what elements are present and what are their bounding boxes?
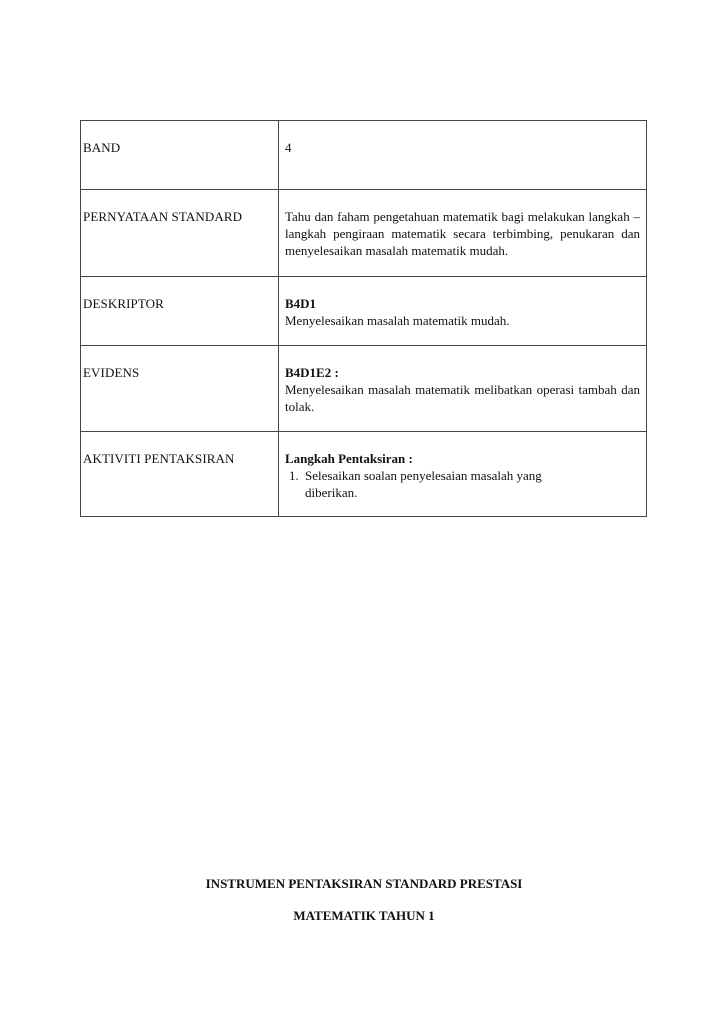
table-row-band: [81, 121, 647, 190]
table-row-evidens: [81, 346, 647, 432]
band-value: 4: [285, 140, 292, 155]
deskriptor-label: DESKRIPTOR: [81, 277, 279, 346]
evidens-value-cell: [279, 346, 647, 432]
aktiviti-pentaksiran-value-cell: [279, 432, 647, 517]
step-text: Selesaikan soalan penyelesaian masalah yang diberikan.: [305, 468, 542, 500]
deskriptor-value-cell: [279, 277, 647, 346]
deskriptor-code: B4D1: [285, 296, 317, 311]
list-item: [289, 467, 640, 501]
assessment-table: [80, 120, 647, 517]
instrument-title: INSTRUMEN PENTAKSIRAN STANDARD PRESTASI: [205, 876, 523, 891]
band-label: BAND: [81, 121, 279, 190]
subject-title: MATEMATIK TAHUN 1: [293, 908, 435, 923]
pernyataan-standard-value: Tahu dan faham pengetahuan matematik bagi melakukan langkah – langkah pengiraan matematik secara terbimbing, penukaran dan menyelesaikan masalah matematik mudah.: [285, 209, 640, 258]
pernyataan-standard-label: PERNYATAAN STANDARD: [81, 190, 279, 277]
table-row-deskriptor: [81, 277, 647, 346]
evidens-code: B4D1E2 :: [285, 365, 339, 380]
deskriptor-text: Menyelesaikan masalah matematik mudah.: [285, 313, 510, 328]
aktiviti-pentaksiran-label: AKTIVITI PENTAKSIRAN: [81, 432, 279, 517]
langkah-pentaksiran-heading: Langkah Pentaksiran :: [285, 451, 413, 466]
band-value-cell: [279, 121, 647, 190]
table-row-aktiviti-pentaksiran: [81, 432, 647, 517]
evidens-text: Menyelesaikan masalah matematik melibatkan operasi tambah dan tolak.: [285, 382, 640, 414]
pernyataan-standard-value-cell: [279, 190, 647, 277]
table-row-pernyataan-standard: [81, 190, 647, 277]
step-number: 1.: [289, 468, 299, 483]
evidens-label: EVIDENS: [81, 346, 279, 432]
langkah-pentaksiran-list: [285, 467, 640, 501]
